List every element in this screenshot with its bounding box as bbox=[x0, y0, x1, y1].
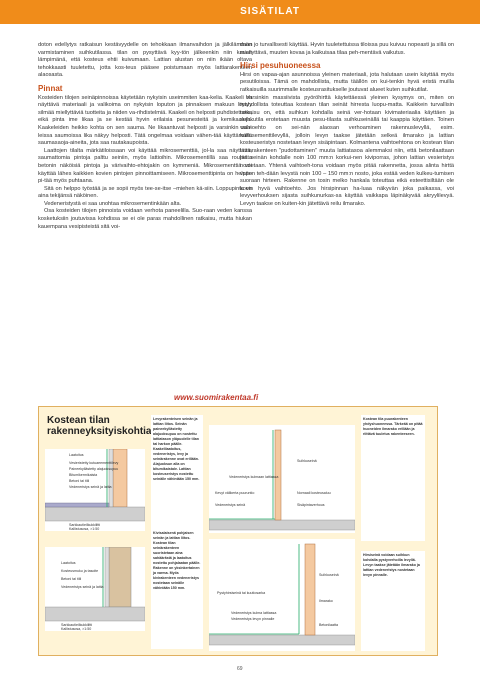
paragraph: Kosteiden tilojen seinäpinnoissa käytetään nykyisin useimmiten kaa-kelia. Kaakeli on näyttävä materiaali ja valikoima on nykyisin loputon ja pinnaksen makuun löytyy silmää miellyttäviä tuotteita ja niiden va-rihdistelmiä. Kaakeli on helposti puhdistettava, eikä pinta ime likaa ja se kestää hyvin erilaisia pesunesteitä ja kemikaaleja. Kaakeleiden heikko kohta on sen sauma. Ne likaantuvat helposti ja varsinkin vaa-leissa saumoissa lika näkyy helposti. Tätä ongelmaa voidaan vähen-tää käyttämällä saumasaoja-aineita, jota saa rautakaupoista. bbox=[38, 94, 252, 147]
label: Vedeneristys kulma lattiassa bbox=[231, 611, 277, 615]
diagram-4-drawing bbox=[209, 539, 355, 651]
label: Betonilaatta bbox=[319, 623, 338, 627]
label: Betoni tai tiili bbox=[61, 577, 82, 581]
label: Vesieristetty kutuaeementtilevy bbox=[69, 461, 119, 465]
diagram-2-drawing bbox=[45, 547, 145, 631]
text-column-left bbox=[38, 42, 252, 231]
note-2: Kivisalaisenä pohjaisen seinän ja lattian liitos. Kostean tilan seinärakenteen suoristetaan aina sahäärästä ja laatoitus nostettu pohjalaatan päälle. Rakenne on yksinkertainen ja varma. Myös kivirakenteen vedeneristys nostetaan seinälle vähintään 150 mm. bbox=[151, 529, 203, 649]
heading-hirsi: Hirsi pesuhuoneessa bbox=[240, 61, 321, 71]
diagram-wall-floor-2 bbox=[45, 547, 145, 631]
text-column-right bbox=[240, 42, 454, 208]
label: Bitumikermikaista bbox=[69, 473, 98, 477]
label: Paineekyllästetty alajuoksupuu bbox=[69, 467, 119, 471]
label: Betoni tai tiili bbox=[69, 479, 90, 483]
note-4: Hirsiseinä voidaan suihkun kohdalla pystyverhoilla levyllä. Levyn taakse jätetään ilmarako ja lattian vedeneristys nostetaan levyn pinnalle. bbox=[361, 551, 425, 651]
label: Vedeneristys levyn pinnalle bbox=[231, 617, 275, 621]
label: Suihkuseinä bbox=[297, 459, 317, 463]
paragraph: Osa kosteiden tilojen pinnoista voidaan verhota paneelilla. Suo-raan veden kanssa kosketuksiin joutuvissa kohdissa se ei ole paras mahdollinen ratkaisu, mutta hiukan kauempana vesipisteistä sitä voi- bbox=[38, 208, 252, 230]
label: Kevyt välikerta puuruntio bbox=[215, 491, 255, 495]
diagram-wall-floor-1 bbox=[45, 449, 145, 531]
label: Kallistusosa, >1:50 bbox=[61, 627, 92, 631]
paragraph: Vedeneristystä ei saa unohtaa mikrosementinkään alta. bbox=[44, 200, 182, 207]
heading-pinnat: Pinnat bbox=[38, 83, 63, 93]
label: Laatoitus bbox=[61, 561, 76, 565]
label: Pystyhirsiseinä tai kuutiosarka bbox=[217, 591, 266, 595]
paragraph: Sitä on helppo työstää ja se sopii myös tee-se-itse –miehen kä-siin. Loppupinta on aina tekijänsä näköinen. bbox=[38, 185, 252, 200]
label: Vedeneristys seinä ja lattia bbox=[61, 585, 104, 589]
label: Suihkuseinä bbox=[319, 573, 339, 577]
label: Vedeneristys seinä ja lattia bbox=[69, 485, 112, 489]
paragraph: Laattojen tilalta märkätiloissaan voi käyttää mikrosementtiä, jol-la saa näyttävä, saumattomia pintoja palttu seiniin, myös lattioihin. Mikrosementillä saa rouheita betonin näköisiä pintoja ja värivaihto-ehtojakin on kymmeniä. Mikrosementtiä voi käyttää lähes kaikkien kovien pintojen pinnoittamiseen. Mikrosementtipinta on helppo pi-tää myös puhtaana. bbox=[38, 147, 252, 185]
paragraph: Varsinkin massiivista pyöröhirttä käytettäessä yleinen kysymys on, miten on mahdollista toteuttaa kostean tilan seinät hirresta luopu-matta. Kaikkein turvallisin ratkaisu on, että suihkun kohdalla seinä ver-hotaan kivimateriaalia käyttäen ja suihkutila erotetaan muusta pesu-tilasta suihkuseinällä tai kaappia käyttäen. Toinen vaihtoehto on sei-nän alaosan verhoaminen rakennuslevyllä, esim. kuitusementtilevyllä, jolloin levyn taakse jätetään selkeä ilmarako ja lattian kosteuseristys nostetaan levyn sisäpintaan. Kolmantena vaihtoehtona on kostean tilan lattiarakenteen "pudottaminen" muuta lattiatasoa alemmaksi niin, että betonilaattaan jää seinän kohdalle noin 100 mm:n korkui-nen kiviporras, johon lattian vesieristys nostetaan. Yhtenä vaihtoeh-tona voidaan myös pitää rakennetta, jossa alinta hirttä vaiten teh-dään levystä noin 100 – 150 mm:n nosto, joka estää veden kulkeu-tumisen suoraan hirteen. Rakenne on tosin melko hankala toteuttaa eikä esteettisiltään ole kovin hyvä vaihtoehto. Jos hirsipinnan ha-luaa näkyvän joka paikassa, voi levyverhouksen sijasta suihkunurkas-sa käyttää vaikkapa läpinäkyvää akryylilevyä. Levyn taakse on kuiten-kin jätettävä reilu ilmarako. bbox=[240, 94, 454, 207]
diagram-room-section bbox=[209, 425, 355, 533]
diagram-log-wall bbox=[209, 539, 355, 651]
section-header bbox=[0, 0, 480, 24]
label: Sisäpintaverhous bbox=[297, 503, 325, 507]
website-link[interactable]: www.suomirakentaa.fi bbox=[174, 393, 259, 402]
label: Nornaali kosteusaluu bbox=[297, 491, 331, 495]
label: Vedeneristys kulmaan lattiassa bbox=[229, 475, 279, 479]
panel-title: Kostean tilan rakenneyksityiskohtia bbox=[47, 415, 152, 437]
details-panel bbox=[38, 406, 438, 656]
section-title: SISÄTILAT bbox=[240, 6, 300, 17]
diagram-3-drawing bbox=[209, 425, 355, 533]
paragraph: Hirsi on vapaa-ajan asunnoissa yleinen materiaali, jota halutaan usein käyttää myös pesutiloissa. Tämä on mahdollista, mutta täällön on kui-tenkin hyvä eristä muilla ratkaisuilla suurimmalle kosteusrasitukselle joutuvat alueet kuten suihkutilat. bbox=[240, 71, 454, 93]
note-3: Kostean tila puurakenteen yhdyshuoneessa. Tärkeää on pitää huoneiden ilmarako erillään ja riittävä tuuletus rakenteeseen. bbox=[361, 415, 425, 541]
label: Laatoitus bbox=[69, 453, 84, 457]
label: Kallistusosa, >1:50 bbox=[69, 527, 100, 531]
label: Sarkkautieilkukkiiltti bbox=[69, 523, 101, 527]
label: Ilmarako bbox=[319, 599, 333, 603]
paragraph: daan jo turvallisesti käyttää. Hyvin tuuletettuissa tiloissa puu kuivuu nopeasti ja sillä on miellyttävä, muuten kovaa ja kaikuisaa tilaa peh-mentävä vaikutus. bbox=[240, 42, 454, 56]
note-1: Levyrakenteisen seinän ja lattian liitos. Seinän paineekyllästetty alajuoksupuu on nostettu lattiatason yläpuolelle tilan tai harkon päälle. Kaakelilaatoitus, vedeneristys, levy ja seinärakenne ovat erillään. Alajuoksun alla on bitumikaistale. Lattian kosteuseristys nostettu seinälle vähintään 150 mm. bbox=[151, 415, 203, 565]
label: Kosteusmuku ja tasoite bbox=[61, 569, 99, 573]
paragraph: doton edellytys ratkaisun kestävyydelle on tehokkaan ilmanvaihdon ja jälkilämmön varmistaminen suihkutilassa. tilan on pysyttävä kyy-tön jälkeenkin niin kauan lämpimänä, että kosteus ehtii kuivumaan. Lattian alustan on niin ikään oltava tehokkaasti tuuletettu, jotta kos-teus pääsee poistumaan myös lattiarakenteen alaosasta. bbox=[38, 42, 252, 79]
page-number: 69 bbox=[237, 666, 243, 672]
label: Vedeneristys seinä bbox=[215, 503, 246, 507]
label: Sarkkautieilkukkiiltti bbox=[61, 623, 93, 627]
